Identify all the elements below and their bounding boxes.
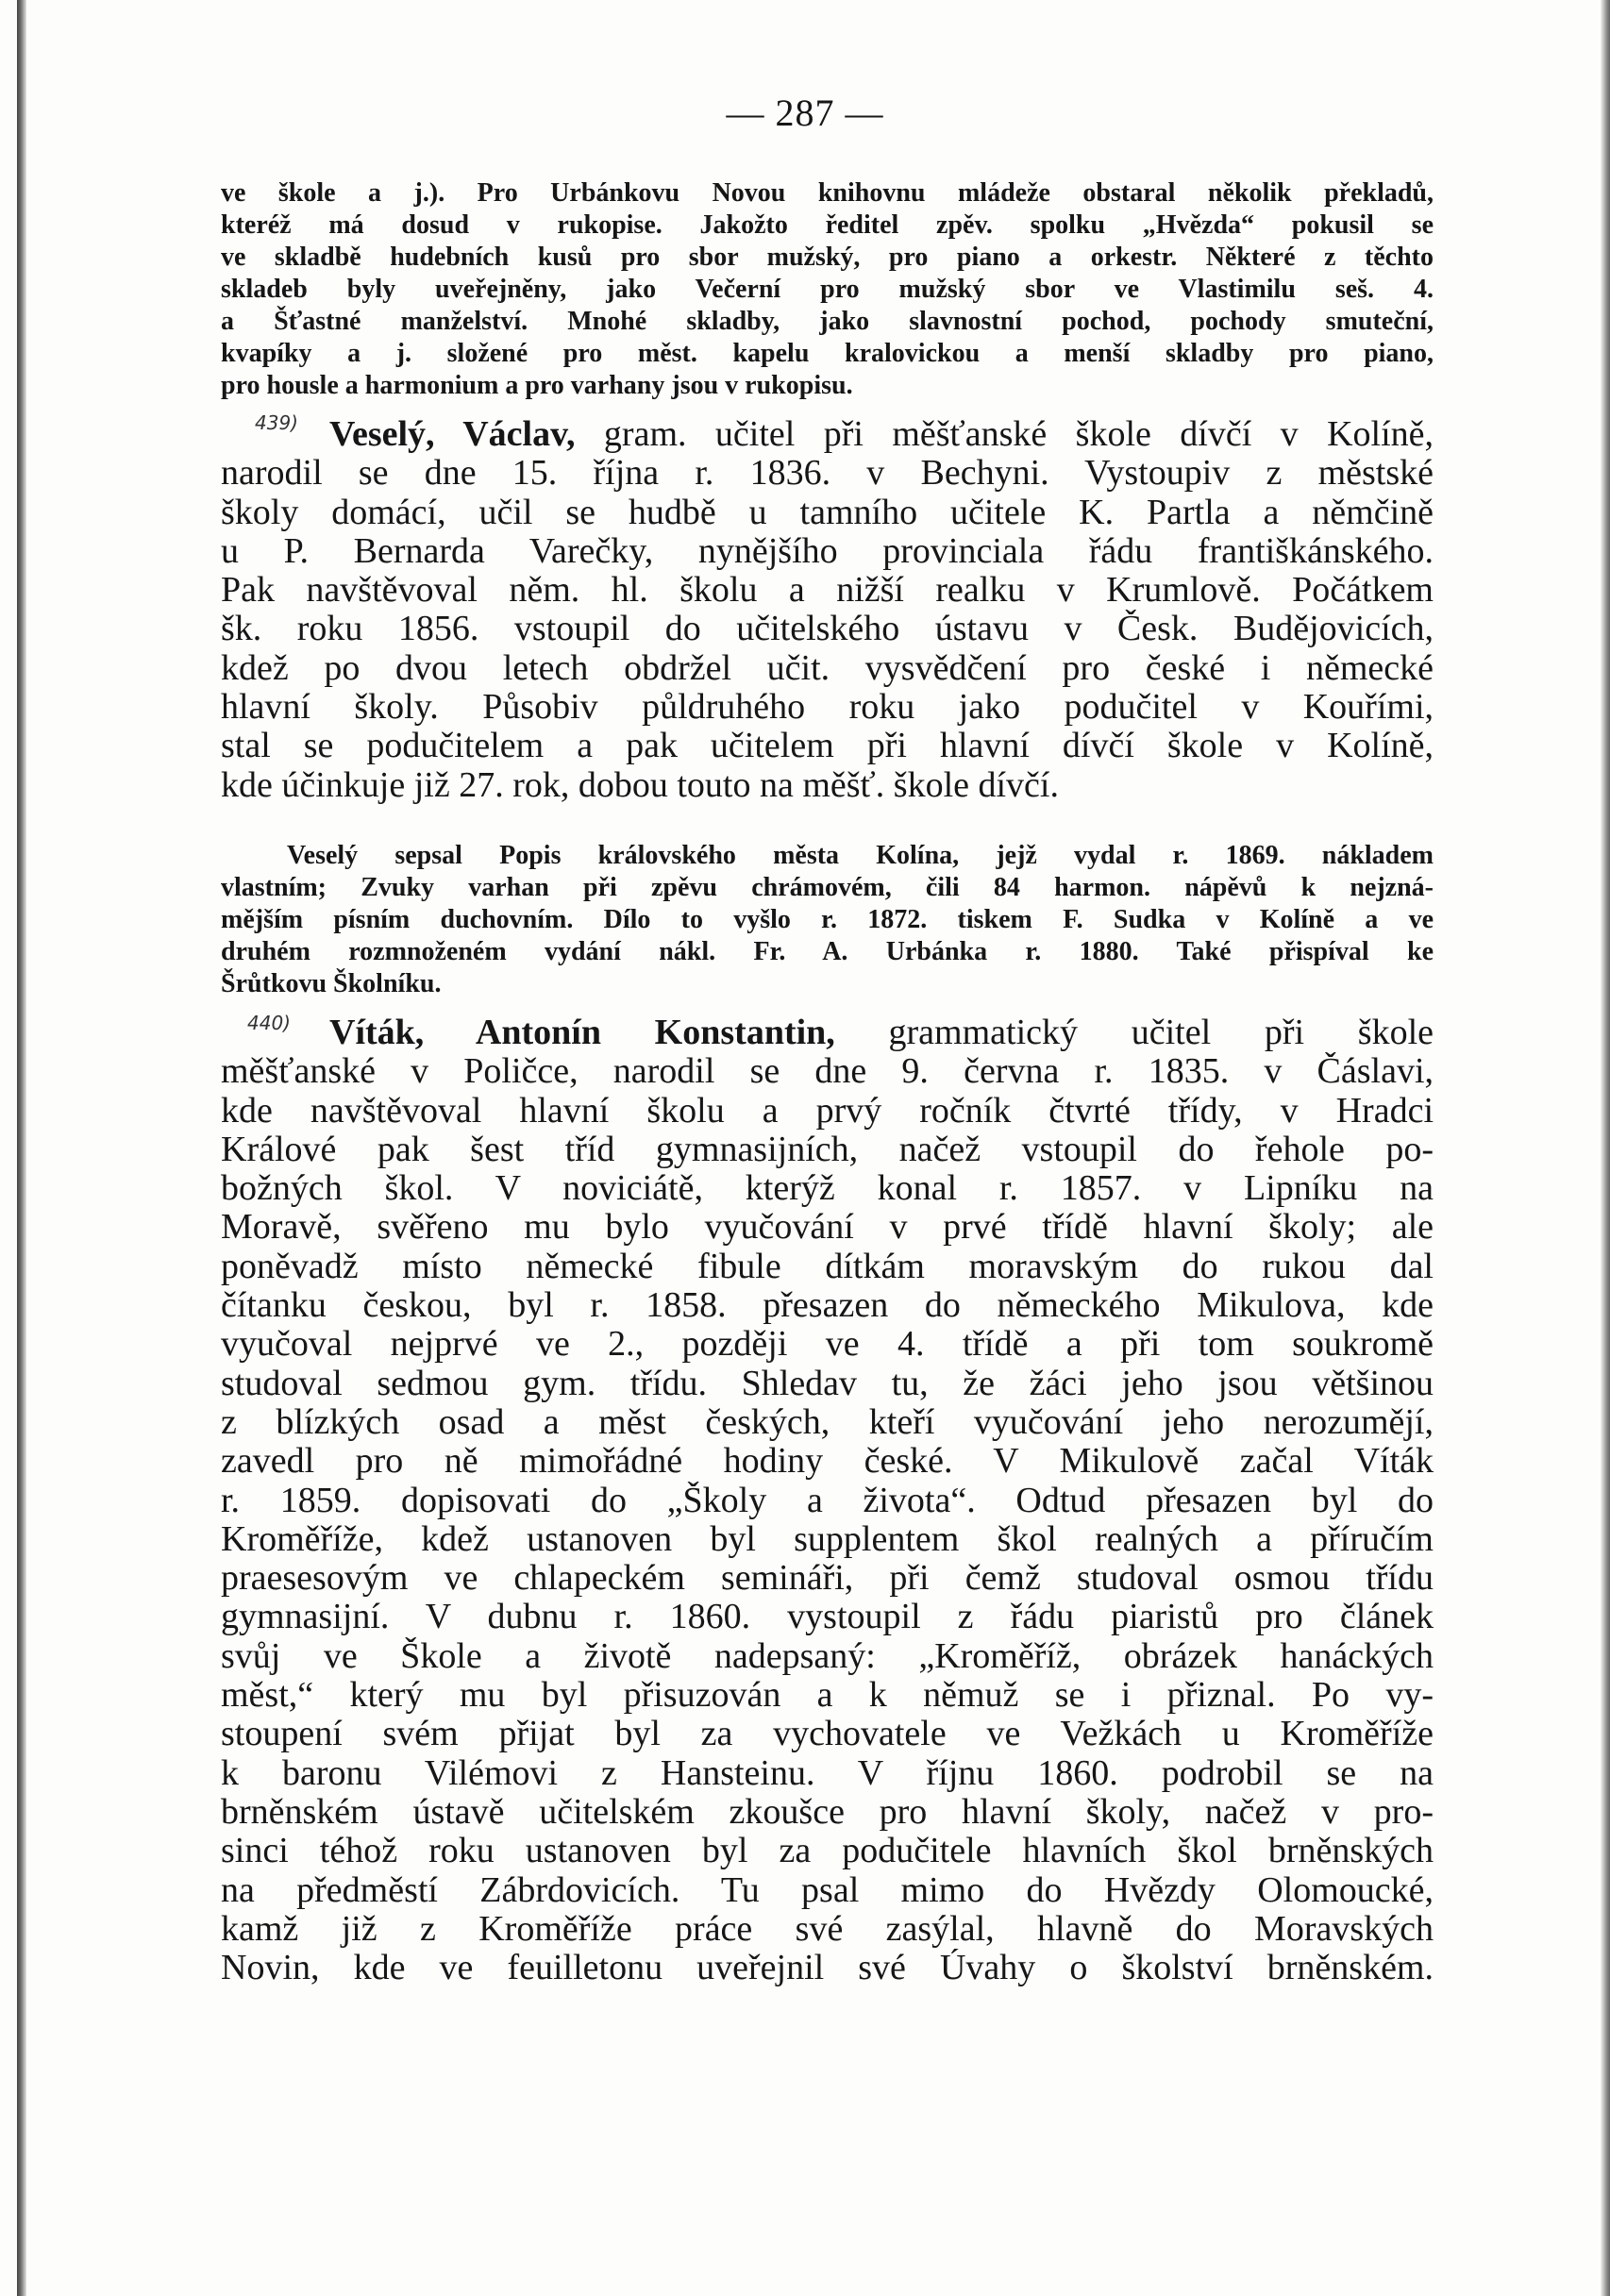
text-line: Novin, kde ve feuilletonu uveřejnil své Úvahy o školství brněnském. — [221, 1949, 1434, 1988]
text-line: zavedl pro ně mimořádné hodiny české. V Mikulově začal Víták — [221, 1442, 1434, 1482]
text-line: kamž již z Kroměříže práce své zasýlal, hlavně do Moravských — [221, 1909, 1434, 1949]
text-line: stal se podučitelem a pak učitelem při hlavní dívčí škole v Kolíně, — [221, 727, 1434, 766]
text-line: u P. Bernarda Varečky, nynějšího provinciala řádu františkánského. — [221, 531, 1434, 571]
text-line: a Šťastné manželství. Mnohé skladby, jako slavnostní pochod, pochody smuteční, — [221, 307, 1434, 336]
note-line: mějším písním duchovním. Dílo to vyšlo r. 1872. tiskem F. Sudka v Kolíně a ve — [221, 905, 1434, 934]
text-line: Pak navštěvoval něm. hl. školu a nižší realku v Krumlově. Počátkem — [221, 571, 1434, 611]
text-line: vyučoval nejprvé ve 2., později ve 4. třídě a při tom soukromě — [221, 1325, 1434, 1365]
entry-name: Víták, Antonín Konstantin, — [329, 1014, 835, 1052]
entry-heading-line — [221, 415, 1434, 454]
text-line: kde účinkuje již 27. rok, dobou touto na měšť. škole dívčí. — [221, 765, 1059, 805]
text-line: k baronu Vilémovi z Hansteinu. V říjnu 1860. podrobil se na — [221, 1753, 1434, 1793]
text-line: Moravě, svěřeno mu bylo vyučování v prvé třídě hlavní školy; ale — [221, 1208, 1434, 1248]
entry-vesely — [221, 415, 1434, 805]
page-number: — 287 — — [726, 92, 884, 134]
text-line: r. 1859. dopisovati do „Školy a života“. Odtud přesazen byl do — [221, 1481, 1434, 1520]
text-line: poněvadž místo německé fibule dítkám moravským do rukou dal — [221, 1247, 1434, 1286]
entry-name: Veselý, Václav, — [329, 415, 576, 454]
text-line: svůj ve Škole a životě nadepsaný: „Kroměříž, obrázek hanáckých — [221, 1636, 1434, 1676]
note-line: Šrůtkovu Školníku. — [221, 969, 442, 998]
text-line: z blízkých osad a měst českých, kteří vyučování jeho nerozumějí, — [221, 1402, 1434, 1442]
scan-edge-left — [17, 0, 26, 2296]
text-line: pro housle a harmonium a pro varhany jsou v rukopisu. — [221, 371, 853, 400]
text-line: na předměstí Zábrdovicích. Tu psal mimo do Hvězdy Olomoucké, — [221, 1870, 1434, 1910]
handwritten-entry-number: 440) — [247, 1012, 291, 1034]
text-line: hlavní školy. Působiv půldruhého roku jako podučitel v Kouřími, — [221, 688, 1434, 728]
text-line: šk. roku 1856. vstoupil do učitelského ústavu v Česk. Budějovicích, — [221, 610, 1434, 649]
entry-vitak — [221, 1014, 1434, 1987]
bibliography-note-vesely — [221, 840, 1434, 1000]
text-line: ve škole a j.). Pro Urbánkovu Novou knihovnu mládeže obstaral několik překladů, — [221, 178, 1434, 208]
text-line: narodil se dne 15. října r. 1836. v Bechyni. Vystoupiv z městské — [221, 454, 1434, 494]
text-line: ve skladbě hudebních kusů pro sbor mužský, pro piano a orkestr. Některé z těchto — [221, 243, 1434, 272]
note-line: Veselý sepsal Popis královského města Kolína, jejž vydal r. 1869. nákladem — [287, 841, 1434, 870]
text-line: kdež po dvou letech obdržel učit. vysvědčení pro české i německé — [221, 648, 1434, 688]
text-line: kde navštěvoval hlavní školu a prvý ročník čtvrté třídy, v Hradci — [221, 1091, 1434, 1131]
text-line: kvapíky a j. složené pro měst. kapelu kralovickou a menší skladby pro piano, — [221, 339, 1434, 368]
text-line: božných škol. V noviciátě, kterýž konal r. 1857. v Lipníku na — [221, 1169, 1434, 1209]
text-line: gram. učitel při měšťanské škole dívčí v Kolíně, — [603, 415, 1434, 454]
text-line: sinci téhož roku ustanoven byl za podučitele hlavních škol brněnských — [221, 1832, 1434, 1871]
text-line: stoupení svém přijat byl za vychovatele ve Vežkách u Kroměříže — [221, 1715, 1434, 1754]
note-line: vlastním; Zvuky varhan při zpěvu chrámovém, čili 84 harmon. nápěvů k nejzná- — [221, 873, 1434, 902]
text-line: brněnském ústavě učitelském zkoušce pro hlavní školy, načež v pro- — [221, 1792, 1434, 1832]
text-line: gymnasijní. V dubnu r. 1860. vystoupil z řádu piaristů pro článek — [221, 1598, 1434, 1637]
text-line: praesesovým ve chlapeckém semináři, při čemž studoval osmou třídu — [221, 1559, 1434, 1599]
text-line: čítanku českou, byl r. 1858. přesazen do německého Mikulova, kde — [221, 1286, 1434, 1326]
text-line: skladeb byly uveřejněny, jako Večerní pro mužský sbor ve Vlastimilu seš. 4. — [221, 275, 1434, 304]
handwritten-entry-number: 439) — [255, 411, 298, 434]
text-line: Králové pak šest tříd gymnasijních, načež vstoupil do řehole po- — [221, 1130, 1434, 1169]
text-line: měst,“ který mu byl přisuzován a k němuž se i přiznal. Po vy- — [221, 1676, 1434, 1716]
text-line: Kroměříže, kdež ustanoven byl supplentem škol realných a příručím — [221, 1519, 1434, 1559]
scan-edge-right — [1601, 0, 1610, 2296]
text-line: kteréž má dosud v rukopise. Jakožto ředitel zpěv. spolku „Hvězda“ pokusil se — [221, 210, 1434, 240]
text-line: školy domácí, učil se hudbě u tamního učitele K. Partla a němčině — [221, 493, 1434, 532]
note-line: druhém rozmnoženém vydání nákl. Fr. A. Urbánka r. 1880. Také přispíval ke — [221, 937, 1434, 966]
text-line: měšťanské v Poličce, narodil se dne 9. června r. 1835. v Čáslavi, — [221, 1052, 1434, 1092]
text-line: grammatický učitel při škole — [888, 1014, 1434, 1052]
entry-heading-line — [221, 1014, 1434, 1052]
continuation-paragraph — [221, 177, 1434, 402]
text-line: studoval sedmou gym. třídu. Shledav tu, že žáci jeho jsou většinou — [221, 1364, 1434, 1403]
